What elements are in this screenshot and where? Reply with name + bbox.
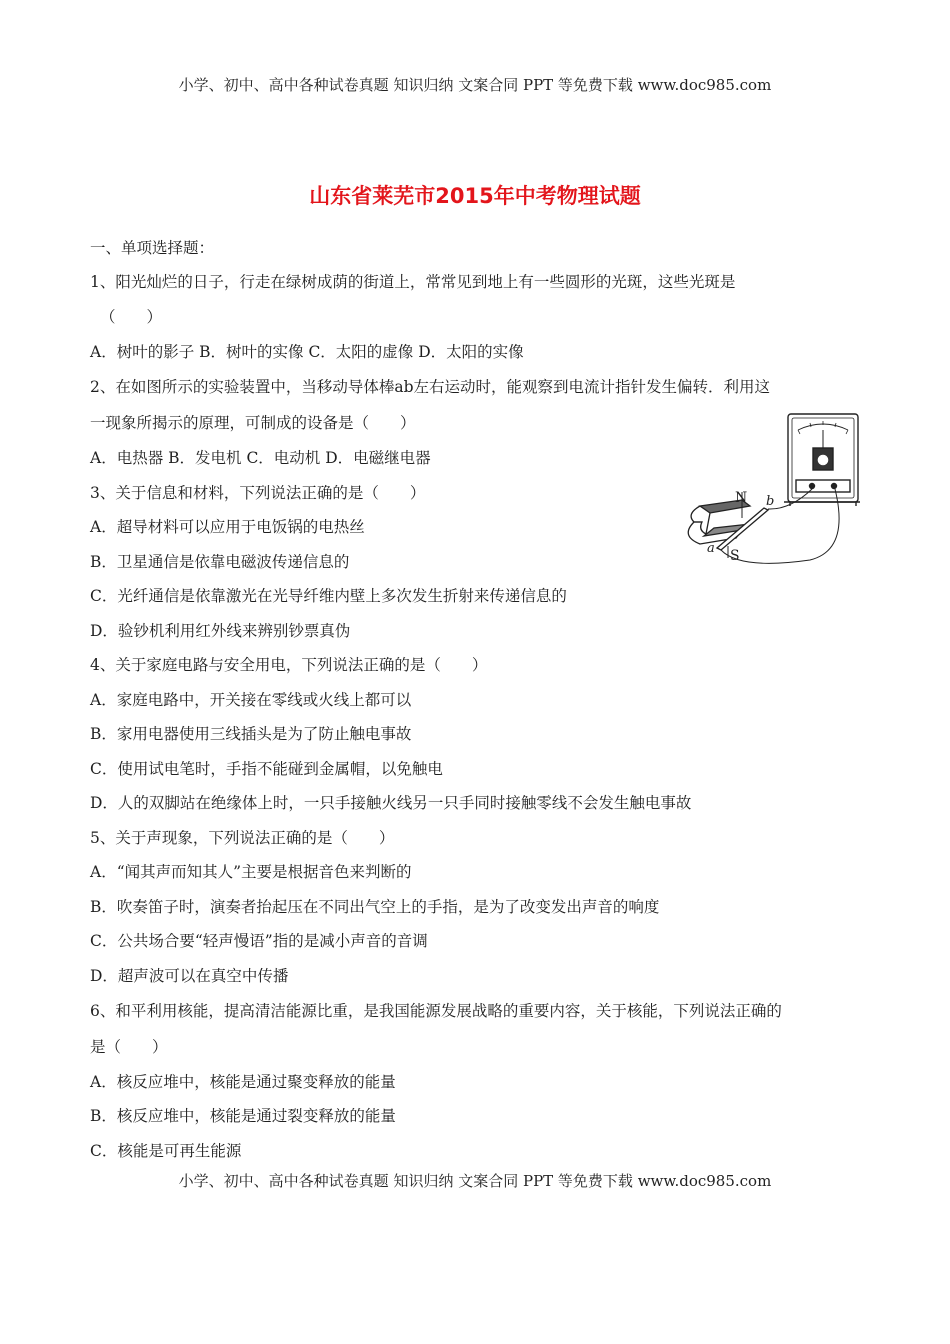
question-2-stem-1: 2、在如图所示的实验装置中，当移动导体棒ab左右运动时，能观察到电流计指针发生偏转．利用这 — [90, 378, 771, 396]
question-4-option-c: C．使用试电笔时，手指不能碰到金属帽，以免触电 — [90, 760, 443, 778]
question-3-stem: 3、关于信息和材料，下列说法正确的是（ ） — [90, 484, 426, 502]
south-pole-label: S — [730, 548, 740, 564]
question-6-option-c: C．核能是可再生能源 — [90, 1142, 242, 1160]
question-5-option-d: D．超声波可以在真空中传播 — [90, 967, 289, 985]
question-6-option-a: A．核反应堆中，核能是通过聚变释放的能量 — [90, 1073, 396, 1091]
question-3-option-c: C．光纤通信是依靠激光在光导纤维内壁上多次发生折射来传递信息的 — [90, 587, 567, 605]
section-heading: 一、单项选择题： — [90, 239, 215, 257]
question-6-option-b: B．核反应堆中，核能是通过裂变释放的能量 — [90, 1107, 396, 1125]
page-footer: 小学、初中、高中各种试卷真题 知识归纳 文案合同 PPT 等免费下载 www.doc985.com — [178, 1172, 772, 1190]
question-3-option-b: B．卫星通信是依靠电磁波传递信息的 — [90, 553, 350, 571]
question-4-option-b: B．家用电器使用三线插头是为了防止触电事故 — [90, 725, 412, 743]
rod-end-a-label: a — [707, 541, 715, 556]
north-pole-label: N — [735, 490, 748, 506]
question-5-option-a: A．“闻其声而知其人”主要是根据音色来判断的 — [90, 863, 412, 881]
question-4-option-d: D．人的双脚站在绝缘体上时，一只手接触火线另一只手同时接触零线不会发生触电事故 — [90, 794, 692, 812]
question-5-option-c: C．公共场合要“轻声慢语”指的是减小声音的音调 — [90, 932, 428, 950]
question-6-stem-2: 是（ ） — [90, 1038, 168, 1056]
experiment-figure — [680, 410, 870, 575]
question-2-stem-2: 一现象所揭示的原理，可制成的设备是（ ） — [90, 414, 416, 432]
question-6-stem-1: 6、和平利用核能，提高清洁能源比重，是我国能源发展战略的重要内容，关于核能，下列说法正确的 — [90, 1002, 782, 1020]
page-header: 小学、初中、高中各种试卷真题 知识归纳 文案合同 PPT 等免费下载 www.doc985.com — [178, 76, 772, 94]
question-5-option-b: B．吹奏笛子时，演奏者抬起压在不同出气空上的手指，是为了改变发出声音的响度 — [90, 898, 660, 916]
question-3-option-a: A．超导材料可以应用于电饭锅的电热丝 — [90, 518, 365, 536]
magnet — [688, 500, 750, 544]
galvanometer — [784, 414, 860, 506]
exam-title: 山东省莱芜市2015年中考物理试题 — [309, 184, 641, 208]
rod-end-b-label: b — [766, 494, 775, 509]
question-4-stem: 4、关于家庭电路与安全用电，下列说法正确的是（ ） — [90, 656, 488, 674]
question-4-option-a: A．家庭电路中，开关接在零线或火线上都可以 — [90, 691, 412, 709]
question-5-stem: 5、关于声现象，下列说法正确的是（ ） — [90, 829, 395, 847]
question-3-option-d: D．验钞机利用红外线来辨别钞票真伪 — [90, 622, 351, 640]
question-2-options: A．电热器 B．发电机 C．电动机 D．电磁继电器 — [90, 449, 431, 467]
question-1-stem-2: （ ） — [100, 308, 163, 326]
question-1-options: A．树叶的影子 B．树叶的实像 C．太阳的虚像 D．太阳的实像 — [90, 343, 524, 361]
question-1-stem-1: 1、阳光灿烂的日子，行走在绿树成荫的街道上，常常见到地上有一些圆形的光斑，这些光斑是 — [90, 273, 736, 291]
